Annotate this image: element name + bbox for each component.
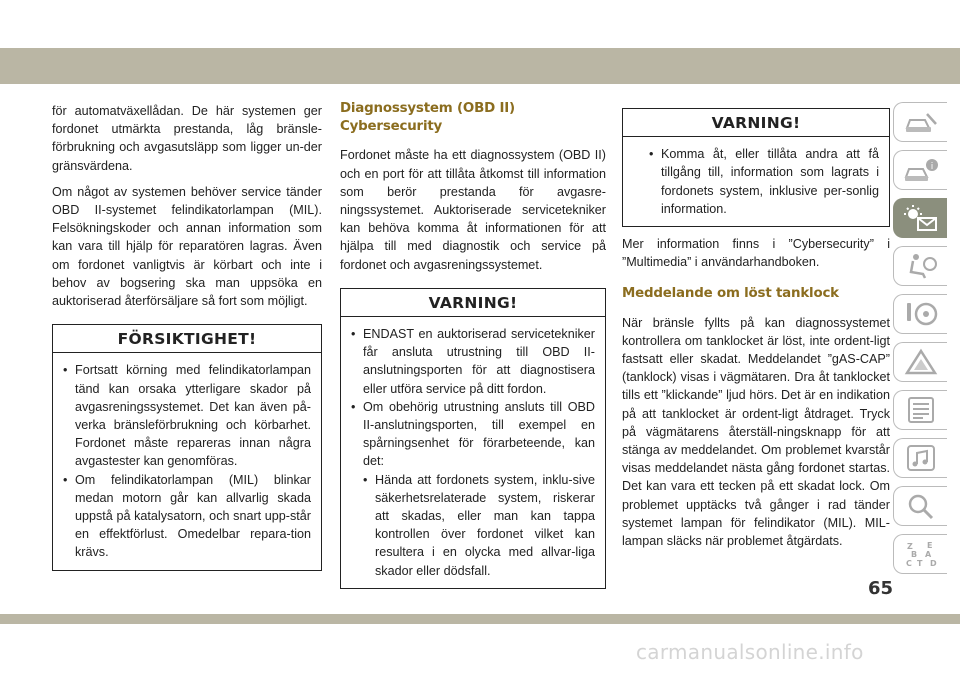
search-icon: [903, 492, 939, 520]
svg-text:B: B: [910, 550, 917, 559]
tab-maintenance[interactable]: [893, 390, 947, 430]
tab-driving[interactable]: [893, 294, 947, 334]
page-number: 65: [868, 578, 894, 599]
caution-title: FÖRSIKTIGHET!: [53, 325, 321, 353]
warning-title: VARNING!: [341, 289, 605, 317]
column-2: [340, 100, 606, 597]
warning-item: • ENDAST en auktoriserad servicetekniker får ansluta utrustning till OBD II-anslutningsporten för att diagnostisera eller utföra service på ditt fordon.: [351, 325, 595, 398]
caution-item: • Fortsatt körning med felindikatorlampan tänd kan orsaka ytterligare skador på avgasreningssystemet. Det kan även på-verka bränsleförbrukning och körbarhet. Fordonet måste repareras innan några avgastester kan genomföras.: [63, 361, 311, 470]
tab-multimedia[interactable]: [893, 438, 947, 478]
warning-item: • Om obehörig utrustning ansluts till OBD II-anslutningsporten, till exempel en spårningsenhet för förarbeteende, kan det:: [351, 398, 595, 471]
paragraph: När bränsle fyllts på kan diagnossystemet kontrollera om tanklocket är löst, inte ordent-ligt fastsatt eller skadat. Meddelandet ”gAS-CAP” (tanklock) visas i vägmätaren. Dra åt tanklocket tills ett ”klickande” ljud hörs. Det är en indikation på att tanklocket är ordent-ligt åtdraget. Tryck på vägmätarens återställ-ningsknapp för att stänga av meddelandet. Om problemet kvarstår visas meddelandet nästa gång fordonet startas. Det kan vara ett tecken på ett skadat lock. Om problemet upptäcks två gånger i rad tänder systemet lampan för felindikator (MIL). MIL-lampan släcks när problemet åtgärdats.: [622, 315, 890, 549]
music-icon: [903, 444, 939, 472]
tab-vehicle[interactable]: [893, 102, 947, 142]
svg-text:i: i: [930, 162, 933, 172]
warning-title: VARNING!: [623, 109, 889, 137]
caution-box: [52, 324, 322, 570]
section-heading: Meddelande om löst tanklock: [622, 286, 839, 302]
svg-text:C: C: [905, 559, 912, 568]
svg-text:Z: Z: [906, 542, 913, 551]
hazard-triangle-icon: [903, 348, 939, 376]
tab-emergency[interactable]: [893, 342, 947, 382]
index-az-icon: [903, 540, 939, 568]
warning-box: [622, 108, 890, 227]
svg-text:E: E: [926, 541, 932, 550]
maintenance-list-icon: [903, 396, 939, 424]
warning-box: [340, 288, 606, 589]
tab-instrument[interactable]: [893, 150, 947, 190]
svg-text:T: T: [916, 559, 922, 568]
paragraph: Om något av systemen behöver service tänder OBD II-systemet felindikatorlampan (MIL). Felsökningskoder och annan information som kan vara till hjälp för reparatören lagras. Även om fordonet vanligtvis är körbart och inte i behov av bogsering ska man uppsöka en auktoriserad återförsäljare så fort som möjligt.: [52, 184, 322, 309]
column-3: [622, 108, 890, 558]
chapter-tabs: [893, 102, 947, 582]
tab-index[interactable]: [893, 534, 947, 574]
caution-item: • Om felindikatorlampan (MIL) blinkar medan motorn går kan allvarlig skada uppstå på katalysatorn, och snart upp-står en effektförlust. Omedelbar repara-tion krävs.: [63, 471, 311, 562]
section-heading: Diagnossystem (OBD II) Cybersecurity: [340, 101, 515, 135]
top-band: [0, 48, 960, 84]
watermark: carmanualsonline.info: [636, 640, 864, 664]
car-info-icon: [903, 156, 939, 184]
tab-search[interactable]: [893, 486, 947, 526]
bottom-band: [0, 614, 960, 624]
svg-text:A: A: [924, 550, 931, 559]
airbag-seat-icon: [903, 252, 939, 280]
paragraph: Mer information finns i ”Cybersecurity” i ”Multimedia” i användarhandboken.: [622, 237, 890, 270]
steering-wheel-icon: [903, 300, 939, 328]
warning-sub-item: • Hända att fordonets system, inklu-sive säkerhetsrelaterade system, riskerar att skadas, eller man kan tappa kontrollen över fordonet vilket kan resultera i en olycka med allvar-liga skador eller dödsfall.: [363, 471, 595, 580]
tab-safety[interactable]: [893, 246, 947, 286]
tab-warning-messages[interactable]: [893, 198, 947, 238]
car-tools-icon: [903, 108, 939, 136]
warning-item: • Komma åt, eller tillåta andra att få tillgång till, information som lagrats i fordonets system, inklusive per-sonlig information.: [649, 145, 879, 218]
warning-light-message-icon: [903, 204, 939, 232]
paragraph: Fordonet måste ha ett diagnossystem (OBD II) och en port för att tillåta åtkomst till information som berör prestanda för avgasre-ningssystemet. Auktoriserade servicetekniker kan behöva komma åt informationen för att hjälpa till med diagnostik och service på fordonet och avgasreningssystemet.: [340, 148, 606, 272]
paragraph: för automatväxellådan. De här systemen ger fordonet utmärkta prestanda, låg bränsle-förbrukning och avgasutsläpp som ligger un-der gränsvärdena.: [52, 104, 322, 173]
svg-text:D: D: [929, 559, 937, 568]
column-1: [52, 102, 322, 579]
